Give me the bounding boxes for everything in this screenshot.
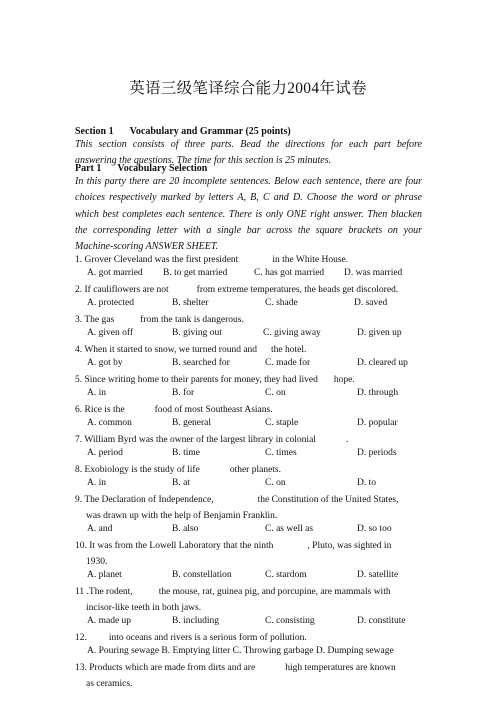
- option-a[interactable]: A. got married: [87, 268, 143, 278]
- question-13-continuation: as ceramics.: [86, 679, 133, 690]
- question-11-options: [87, 616, 427, 630]
- question-12-options[interactable]: A. Pouring sewage B. Emptying litter C. Throwing garbage D. Dumping sewage: [87, 646, 394, 656]
- option-a[interactable]: A. in: [87, 478, 106, 488]
- option-d[interactable]: D. was married: [344, 268, 403, 278]
- option-b[interactable]: B. also: [172, 524, 199, 534]
- option-b[interactable]: B. to get married: [163, 268, 228, 278]
- option-a[interactable]: A. planet: [87, 570, 122, 580]
- option-b[interactable]: B. general: [172, 418, 212, 428]
- option-b[interactable]: B. shelter: [172, 298, 209, 308]
- option-d[interactable]: D. constitute: [357, 616, 406, 626]
- question-11: 11 .The rodent, the mouse, rat, guinea pig, and porcupine, are mammals with incisor-like teeth in both jaws.: [75, 584, 422, 616]
- question-3-options: [87, 328, 427, 342]
- question-8-options: [87, 478, 427, 492]
- option-a[interactable]: A. made up: [87, 616, 132, 626]
- question-2: 2. If cauliflowers are not from extreme temperatures, the heads get discolored.: [75, 285, 399, 295]
- option-d[interactable]: D. through: [357, 388, 399, 398]
- option-a[interactable]: A. given off: [87, 328, 133, 338]
- option-a[interactable]: A. and: [87, 524, 113, 534]
- option-c[interactable]: C. on: [265, 388, 286, 398]
- question-7-options: [87, 448, 427, 462]
- option-c[interactable]: C. stardom: [265, 570, 307, 580]
- option-a[interactable]: A. common: [87, 418, 132, 428]
- question-3: 3. The gas from the tank is dangerous.: [75, 315, 244, 325]
- part-label: Part 1: [75, 163, 102, 174]
- option-b[interactable]: B. time: [172, 448, 200, 458]
- option-d[interactable]: D. cleared up: [357, 358, 408, 368]
- option-b[interactable]: B. searched for: [172, 358, 230, 368]
- option-d[interactable]: D. given up: [357, 328, 402, 338]
- question-8: 8. Exobiology is the study of life other planets.: [75, 465, 281, 475]
- option-d[interactable]: D. popular: [357, 418, 398, 428]
- option-d[interactable]: D. periods: [357, 448, 397, 458]
- question-9-options: [87, 524, 427, 538]
- option-c[interactable]: C. times: [265, 448, 297, 458]
- part-heading: [75, 163, 207, 174]
- option-d[interactable]: D. satellite: [357, 570, 399, 580]
- option-d[interactable]: D. so too: [357, 524, 392, 534]
- question-10-continuation: 1930.: [86, 557, 108, 568]
- option-c[interactable]: C. staple: [265, 418, 299, 428]
- question-5-options: [87, 388, 427, 402]
- question-9: 9. The Declaration of Independence, the Constitution of the United States, was drawn up with the help of Benjamin Franklin.: [75, 492, 422, 524]
- question-12: 12. into oceans and rivers is a serious form of pollution.: [75, 633, 307, 643]
- option-a[interactable]: A. in: [87, 388, 106, 398]
- option-c[interactable]: C. on: [265, 478, 286, 488]
- question-7: 7. William Byrd was the owner of the largest library in colonial .: [75, 435, 349, 445]
- question-4-options: [87, 358, 427, 372]
- question-1: 1. Grover Cleveland was the first president in the White House.: [75, 255, 349, 265]
- option-d[interactable]: D. to: [357, 478, 376, 488]
- option-c[interactable]: C. made for: [265, 358, 311, 368]
- question-10-options: [87, 570, 427, 584]
- option-a[interactable]: A. got by: [87, 358, 123, 368]
- question-9-continuation: was drawn up with the help of Benjamin Franklin.: [86, 511, 278, 522]
- option-a[interactable]: A. protected: [87, 298, 134, 308]
- option-b[interactable]: B. including: [172, 616, 219, 626]
- option-c[interactable]: C. giving away: [263, 328, 321, 338]
- part-directions: In this party there are 20 incomplete sentences. Below each sentence, there are four choices respectively marked by letters A, B, C and D. Choose the word or phrase which best completes each sentence. There is only ONE right answer. Then blacken the corresponding letter with a single bar across the square brackets on your Machine-scoring ANSWER SHEET.: [75, 176, 422, 253]
- question-11-continuation: incisor-like teeth in both jaws.: [86, 603, 202, 614]
- question-5: 5. Since writing home to their parents for money, they had lived hope.: [75, 375, 355, 385]
- question-4: 4. When it started to snow, we turned round and the hotel.: [75, 345, 307, 355]
- option-c[interactable]: C. has got married: [254, 268, 325, 278]
- section-name: Vocabulary and Grammar (25 points): [129, 126, 291, 137]
- question-1-options: [87, 268, 427, 282]
- question-10: 10. It was from the Lowell Laboratory that the ninth , Pluto, was sighted in 1930.: [75, 538, 422, 570]
- option-b[interactable]: B. for: [172, 388, 195, 398]
- option-d[interactable]: D. saved: [354, 298, 388, 308]
- part-name: Vocabulary Selection: [117, 163, 208, 174]
- section-label: Section 1: [75, 126, 114, 137]
- page-title: 英语三级笔译综合能力2004年试卷: [129, 80, 367, 97]
- option-b[interactable]: B. giving out: [172, 328, 222, 338]
- question-13: 13. Products which are made from dirts and are high temperatures are known as ceramics.: [75, 660, 422, 692]
- question-2-options: [87, 298, 427, 312]
- option-b[interactable]: B. constellation: [172, 570, 232, 580]
- question-6-options: [87, 418, 427, 432]
- option-a[interactable]: A. period: [87, 448, 123, 458]
- section-heading: [75, 126, 291, 137]
- option-c[interactable]: C. shade: [265, 298, 298, 308]
- option-c[interactable]: C. as well as: [265, 524, 314, 534]
- question-6: 6. Rice is the food of most Southeast Asians.: [75, 405, 273, 415]
- option-b[interactable]: B. at: [172, 478, 190, 488]
- option-c[interactable]: C. consisting: [265, 616, 315, 626]
- section-intro: This section consists of three parts. Bead the directions for each part before answering the questions. The time for this section is 25 minutes.: [75, 139, 422, 167]
